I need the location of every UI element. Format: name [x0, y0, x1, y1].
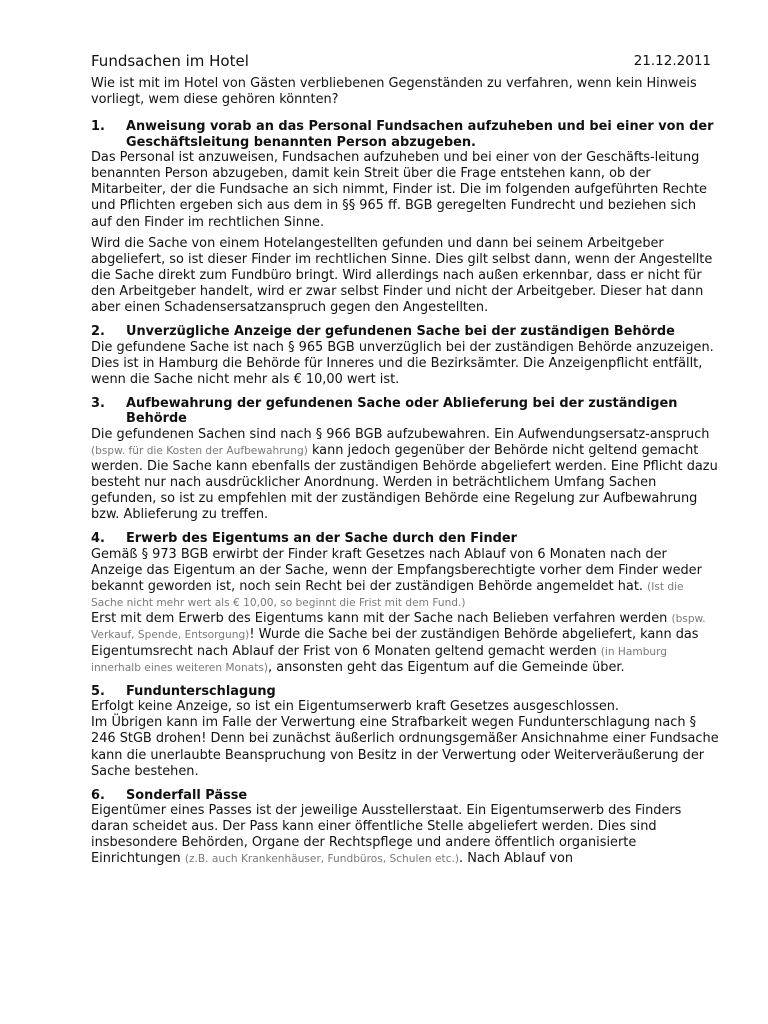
text-run: Erst mit dem Erwerb des Eigentums kann mit der Sache nach Belieben verfahren werden: [91, 611, 672, 627]
document-page: [91, 52, 719, 868]
section-title: Anweisung vorab an das Personal Fundsachen aufzuheben und bei einer von der Geschäftsleitung benannten Person abzugeben.: [126, 119, 714, 150]
section-4-paragraph-2: [91, 611, 719, 675]
section-3-paragraph-1: [91, 427, 719, 524]
aside-note: (z.B. auch Krankenhäuser, Fundbüros, Schulen etc.): [184, 853, 460, 866]
section-number: 1.: [91, 119, 105, 135]
section-number: 6.: [91, 787, 105, 803]
section-1-paragraph-2: Wird die Sache von einem Hotelangestellten gefunden und dann bei seinem Arbeitgeber abgeliefert, so ist dieser Finder im rechtlichen Sinne. Dies gilt selbst dann, wenn der Angestellte die Sache direkt zum Fundbüro bringt. Wird allerdings nach außen erkennbar, dass er nicht für den Arbeitgeber handelt, wird er zwar selbst Finder und nicht der Arbeitgeber. Dieser hat dann aber einen Schadensersatzanspruch gegen den Angestellten.: [91, 235, 713, 316]
section-number: 3.: [91, 395, 105, 411]
section-1-paragraph-1: Das Personal ist anzuweisen, Fundsachen aufzuheben und bei einer von der Geschäfts-leitung benannten Person abzugeben, damit kein Streit über die Frage entstehen kann, ob der Mitarbeiter, der die Fundsache an sich nimmt, Finder ist. Die im folgenden aufgeführten Rechte und Pflichten ergeben sich aus dem in §§ 965 ff. BGB geregelten Fundrecht und beziehen sich auf den Finder im rechtlichen Sinne.: [91, 150, 707, 230]
text-run: . Nach Ablauf von: [459, 851, 574, 867]
section-4-heading: [91, 531, 719, 547]
section-1-heading: [91, 119, 719, 150]
text-run: , ansonsten geht das Eigentum auf die Gemeinde über.: [268, 659, 625, 675]
section-6-heading: [91, 788, 719, 804]
text-run: Gemäß § 973 BGB erwirbt der Finder kraft Gesetzes nach Ablauf von 6 Monaten nach der Anzeige das Eigentum an der Sache, wenn der Empfangsberechtigte vorher dem Finder weder bekannt geworden ist, noch sein Recht bei der zuständigen Behörde angemeldet hat.: [91, 546, 702, 595]
section-5-heading: [91, 684, 719, 700]
section-2-heading: [91, 324, 719, 340]
intro-question: Wie ist mit im Hotel von Gästen verbliebenen Gegenständen zu verfahren, wenn kein Hinweis vorliegt, wem diese gehören könnten?: [91, 76, 697, 108]
section-number: 4.: [91, 531, 105, 547]
aside-note: (bspw. Verkauf, Spende, Entsorgung): [91, 613, 706, 642]
section-title: Unverzügliche Anzeige der gefundenen Sache bei der zuständigen Behörde: [126, 324, 675, 340]
section-number: 5.: [91, 683, 105, 699]
section-6-paragraph-1: [91, 803, 719, 867]
section-5-paragraph-1: Erfolgt keine Anzeige, so ist ein Eigentumserwerb kraft Gesetzes ausgeschlossen.: [91, 699, 620, 715]
section-number: 2.: [91, 324, 105, 340]
section-title: Aufbewahrung der gefundenen Sache oder Ablieferung bei der zuständigen Behörde: [126, 395, 678, 427]
text-run: Eigentümer eines Passes ist der jeweilige Ausstellerstaat. Ein Eigentumserwerb des Finders daran scheidet aus. Der Pass kann einer öffentliche Stelle abgeliefert werden. Dies sind insbesondere Behörden, Organe der Rechtspflege und andere öffentlich organisierte Einrichtungen: [91, 803, 682, 867]
document-header: [91, 52, 719, 74]
section-4-paragraph-1: [91, 547, 719, 611]
section-title: Fundunterschlagung: [126, 683, 276, 699]
aside-note: (in Hamburg innerhalb eines weiteren Monats): [91, 645, 668, 674]
document-title: Fundsachen im Hotel: [91, 52, 249, 70]
text-run: Die gefundenen Sachen sind nach § 966 BGB aufzubewahren. Ein Aufwendungsersatz-anspruch: [91, 426, 710, 442]
section-5-paragraph-2: Im Übrigen kann im Falle der Verwertung eine Strafbarkeit wegen Fundunterschlagung nach § 246 StGB drohen! Denn bei zunächst äußerlich ordnungsgemäßer Ansichnahme einer Fundsache kann die unerlaubte Beanspruchung von Besitz in der Verwertung oder Weiterveräußerung der Sache bestehen.: [91, 715, 719, 779]
section-title: Sonderfall Pässe: [126, 787, 248, 803]
aside-note: (bspw. für die Kosten der Aufbewahrung): [91, 445, 308, 457]
section-3-heading: [91, 396, 719, 427]
text-run: kann jedoch gegenüber der Behörde nicht geltend gemacht werden. Die Sache kann ebenfalls der zuständigen Behörde abgeliefert werden. Eine Pflicht dazu besteht nur nach ausdrücklicher Anordnung. Werden in beträchtlichem Umfang Sachen gefunden, so ist zu empfehlen mit der zuständigen Behörde eine Regelung zur Aufbewahrung bzw. Ablieferung zu treffen.: [91, 443, 718, 523]
section-2-paragraph-1: Die gefundene Sache ist nach § 965 BGB unverzüglich bei der zuständigen Behörde anzuzeigen. Dies ist in Hamburg die Behörde für Inneres und die Bezirksämter. Die Anzeigenpflicht entfällt, wenn die Sache nicht mehr als € 10,00 wert ist.: [91, 339, 714, 387]
document-date: 21.12.2011: [633, 53, 711, 69]
aside-note: (Ist die Sache nicht mehr wert als € 10,00, so beginnt die Frist mit dem Fund.): [91, 581, 684, 610]
section-title: Erwerb des Eigentums an der Sache durch den Finder: [126, 531, 517, 547]
text-run: ! Wurde die Sache bei der zuständigen Behörde abgeliefert, kann das Eigentumsrecht nach Ablauf der Frist von 6 Monaten geltend gemacht werden: [91, 627, 699, 659]
